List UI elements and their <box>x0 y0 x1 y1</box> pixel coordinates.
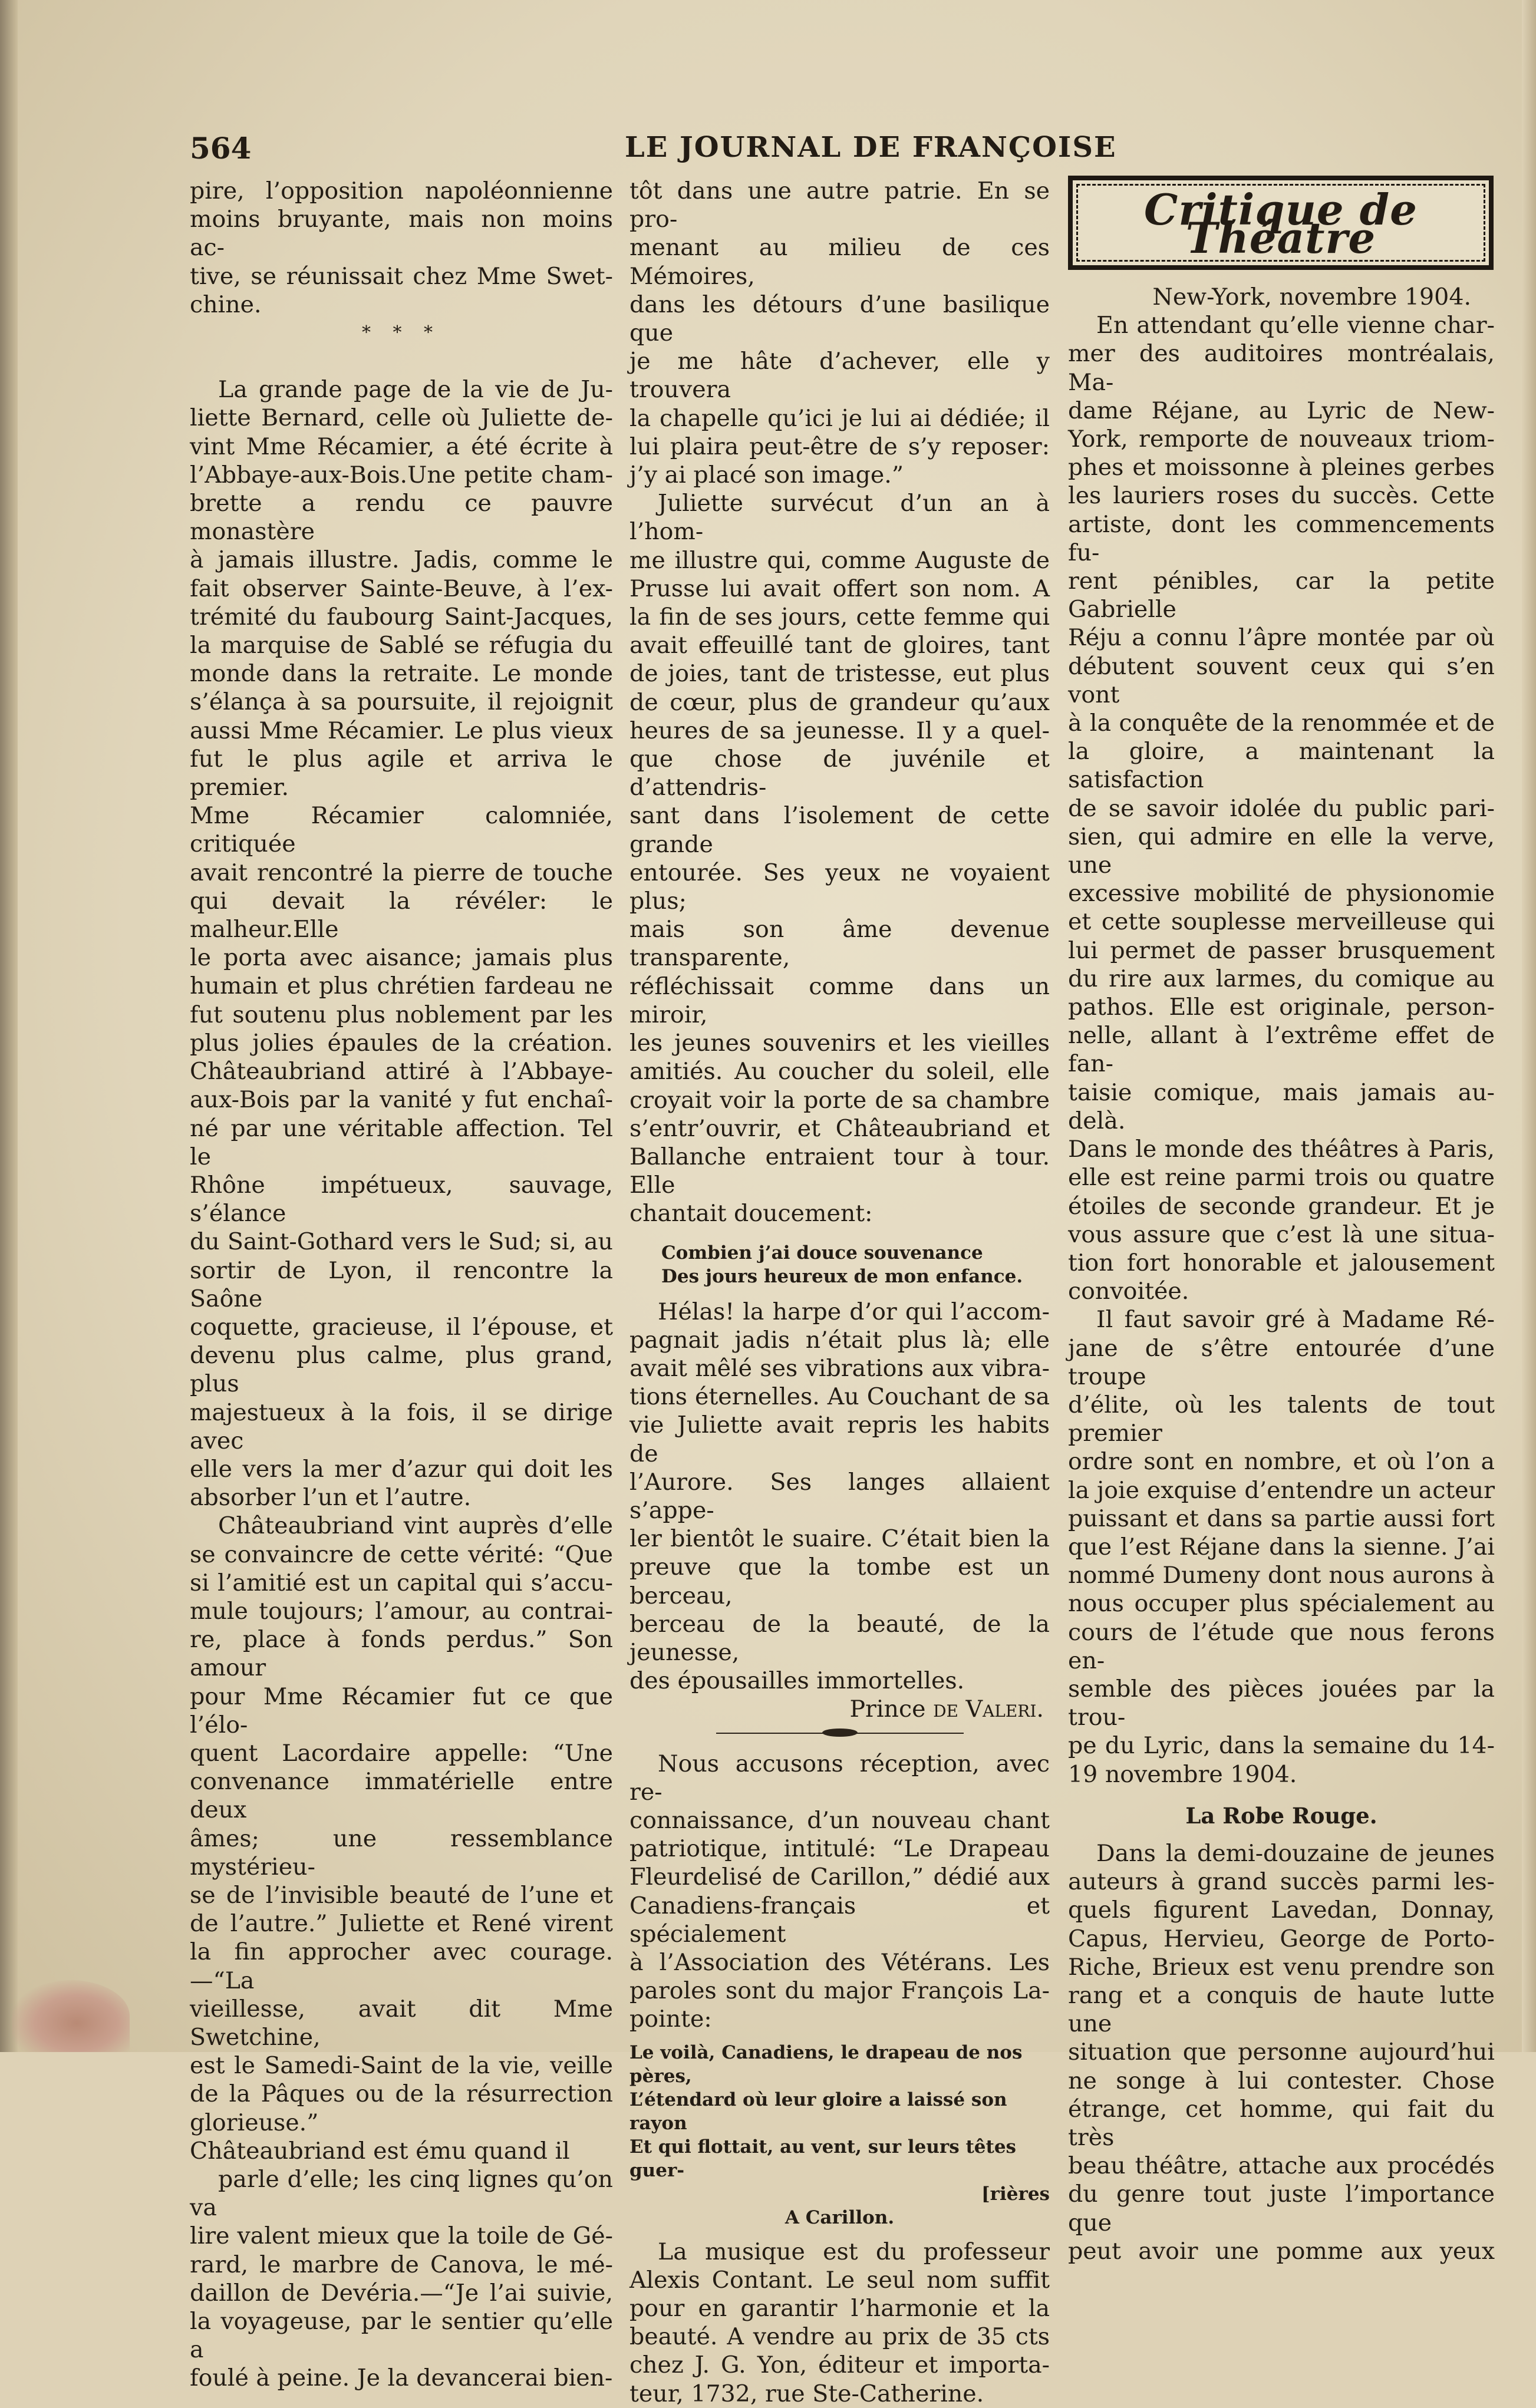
text-line: avait mêlé ses vibrations aux vibra- <box>629 1354 1050 1382</box>
text-line: excessive mobilité de physionomie <box>1068 880 1495 908</box>
banner-title: Critique de Théatre <box>1144 184 1418 263</box>
text-line: convoitée. <box>1068 1278 1189 1305</box>
divider-ornament <box>716 1727 964 1739</box>
text-line: rang et a conquis de haute lutte une <box>1068 1981 1495 2038</box>
text-line: elle vers la mer d’azur qui doit les <box>190 1455 613 1483</box>
text-line: pour en garantir l’harmonie et la <box>629 2295 1050 2322</box>
text-line: re, place à fonds perdus.” Son amour <box>190 1626 613 1682</box>
song-line: Combien j’ai douce souvenance <box>661 1242 983 1264</box>
text-line: rent pénibles, car la petite Gabrielle <box>1068 568 1495 624</box>
text-line: se de l’invisible beauté de l’une et <box>190 1881 613 1909</box>
text-line: nelle, allant à l’extrême effet de fan- <box>1068 1022 1495 1078</box>
text-line: sien, qui admire en elle la verve, une <box>1068 823 1495 879</box>
text-line: Châteaubriand attiré à l’Abbaye- <box>190 1058 613 1086</box>
text-line: à jamais illustre. Jadis, comme le <box>190 546 613 574</box>
column-middle <box>629 177 1050 2408</box>
running-head <box>0 131 1536 172</box>
text-line: Capus, Hervieu, George de Porto- <box>1068 1925 1495 1952</box>
text-line: plus jolies épaules de la création. <box>190 1029 613 1057</box>
text-line: la gloire, a maintenant la satisfaction <box>1068 738 1495 794</box>
text-line: sortir de Lyon, il rencontre la Saône <box>190 1256 613 1312</box>
text-line: beau théâtre, attache aux procédés <box>1068 2152 1495 2180</box>
poem-line: L’étendard où leur gloire a laissé son rayon <box>629 2089 1007 2134</box>
text-line: foulé à peine. Je la devancerai bien- <box>190 2364 613 2392</box>
text-line: Rhône impétueux, sauvage, s’élance <box>190 1171 613 1228</box>
text-line: étoiles de seconde grandeur. Et je <box>1068 1192 1495 1220</box>
text-line: cours de l’étude que nous ferons en- <box>1068 1618 1495 1674</box>
text-line: croyait voir la porte de sa chambre <box>629 1086 1050 1114</box>
text-line: s’élança à sa poursuite, il rejoignit <box>190 688 613 716</box>
corner-stain <box>12 1980 130 2052</box>
text-line: l’Abbaye-aux-Bois.Une petite cham- <box>190 461 613 489</box>
text-line: de l’autre.” Juliette et René virent <box>190 1910 613 1938</box>
text-line: à l’Association des Vétérans. Les <box>629 1948 1050 1976</box>
text-line: tive, se réunissait chez Mme Swet- <box>190 262 613 290</box>
text-line: semble des pièces jouées par la trou- <box>1068 1675 1495 1731</box>
text-line: Alexis Contant. Le seul nom suffit <box>629 2266 1050 2294</box>
text-line: mule toujours; l’amour, au contrai- <box>190 1597 613 1625</box>
text-line: la voyageuse, par le sentier qu’elle a <box>190 2308 613 2364</box>
article-robe-rouge <box>1068 1839 1495 2265</box>
text-line: Canadiens-français et spécialement <box>629 1892 1050 1948</box>
text-line: Réju a connu l’âpre montée par où <box>1068 624 1495 652</box>
text-line: du Saint-Gothard vers le Sud; si, au <box>190 1228 613 1256</box>
text-line: de se savoir idolée du public pari- <box>1068 794 1495 822</box>
page-number: 564 <box>190 131 252 166</box>
text-line: de la Pâques ou de la résurrection <box>190 2080 613 2108</box>
text-line: monde dans la retraite. Le monde <box>190 660 613 688</box>
text-line: entourée. Ses yeux ne voyaient plus; <box>629 859 1050 915</box>
text-line: pour Mme Récamier fut ce que l’élo- <box>190 1683 613 1739</box>
section-banner <box>1068 176 1494 270</box>
text-line: elle est reine parmi trois ou quatre <box>1068 1164 1495 1192</box>
text-line: connaissance, d’un nouveau chant <box>629 1806 1050 1834</box>
text-line: les jeunes souvenirs et les vieilles <box>629 1030 1050 1057</box>
text-line: nommé Dumeny dont nous aurons à <box>1068 1562 1495 1589</box>
text-line: vint Mme Récamier, a été écrite à <box>190 433 613 460</box>
text-line: paroles sont du major François La- <box>629 1977 1050 2005</box>
text-line: âmes; une ressemblance mystérieu- <box>190 1825 613 1881</box>
text-line: lui permet de passer brusquement <box>1068 936 1495 964</box>
text-line: Mme Récamier calomniée, critiquée <box>190 802 613 858</box>
text-line: auteurs à grand succès parmi les- <box>1068 1868 1495 1896</box>
text-line: Riche, Brieux est venu prendre son <box>1068 1953 1495 1981</box>
column-left <box>190 177 613 2393</box>
text-line: chine. <box>190 291 262 318</box>
notice-music <box>629 2238 1050 2408</box>
text-line: la joie exquise d’entendre un acteur <box>1068 1476 1495 1504</box>
text-line: avait rencontré la pierre de touche <box>190 859 613 886</box>
text-line: la fin approcher avec courage.—“La <box>190 1938 613 1994</box>
text-line: glorieuse.” <box>190 2109 319 2136</box>
text-line: coquette, gracieuse, il l’épouse, et <box>190 1313 613 1341</box>
text-line: Dans le monde des théâtres à Paris, <box>1068 1136 1495 1163</box>
text-line: nous occuper plus spécialement au <box>1068 1590 1495 1618</box>
text-line: convenance immatérielle entre deux <box>190 1768 613 1824</box>
text-line: beauté. A vendre au prix de 35 cts <box>629 2323 1050 2351</box>
text-line: chez J. G. Yon, éditeur et importa- <box>629 2351 1050 2379</box>
song-line: Des jours heureux de mon enfance. <box>661 1265 1023 1287</box>
text-line: trémité du faubourg Saint-Jacques, <box>190 603 613 631</box>
text-line: tion fort honorable et jalousement <box>1068 1249 1495 1276</box>
text-line: lire valent mieux que la toile de Gé- <box>190 2222 613 2250</box>
text-line: est le Samedi-Saint de la vie, veille <box>190 2052 613 2080</box>
text-line: avait effeuillé tant de gloires, tant <box>629 632 1050 659</box>
text-line: Châteaubriand est ému quand il <box>190 2137 570 2165</box>
text-line: Châteaubriand vint auprès d’elle <box>218 1512 613 1540</box>
text-line: La musique est du professeur <box>658 2238 1050 2265</box>
text-line: quels figurent Lavedan, Donnay, <box>1068 1896 1495 1924</box>
text-line: s’entr’ouvrir, et Châteaubriand et <box>629 1114 1050 1142</box>
text-line: vieillesse, avait dit Mme Swetchine, <box>190 1995 613 2051</box>
article-ending <box>629 1298 1050 1696</box>
text-line: vous assure que c’est là une situa- <box>1068 1221 1495 1248</box>
text-line: d’élite, où les talents de tout premier <box>1068 1391 1495 1447</box>
text-line: que l’est Réjane dans la sienne. J’ai <box>1068 1533 1495 1561</box>
text-line: débutent souvent ceux qui s’en vont <box>1068 652 1495 708</box>
text-line: pathos. Elle est originale, person- <box>1068 994 1495 1021</box>
text-line: phes et moissonne à pleines gerbes <box>1068 454 1495 481</box>
text-line: ordre sont en nombre, et où l’on a <box>1068 1448 1495 1476</box>
text-line: Il faut savoir gré à Madame Ré- <box>1096 1306 1495 1334</box>
text-line: York, remporte de nouveaux triom- <box>1068 425 1495 453</box>
text-line: devenu plus calme, plus grand, plus <box>190 1342 613 1398</box>
poem-line: [rières <box>981 2183 1050 2205</box>
text-line: Prusse lui avait offert son nom. A <box>629 575 1050 602</box>
text-line: brette a rendu ce pauvre monastère <box>190 490 613 546</box>
text-line: je me hâte d’achever, elle y trouvera <box>629 348 1050 404</box>
text-line: majestueux à la fois, il se dirige avec <box>190 1398 613 1454</box>
section-separator-stars: * * * <box>361 322 441 344</box>
text-line: Juliette survécut d’un an à l’hom- <box>629 490 1050 546</box>
text-line: Hélas! la harpe d’or qui l’accom- <box>658 1298 1050 1325</box>
poem-line: Et qui flottait, au vent, sur leurs têtes guer- <box>629 2136 1017 2181</box>
signature-last: de Valeri. <box>933 1696 1044 1723</box>
text-line: jane de s’être entourée d’une troupe <box>1068 1334 1495 1390</box>
text-line: du rire aux larmes, du comique au <box>1068 965 1495 992</box>
text-line: étrange, cet homme, qui fait du très <box>1068 2095 1495 2151</box>
text-line: de cœur, plus de grandeur qu’aux <box>629 688 1050 716</box>
text-line: se convaincre de cette vérité: “Que <box>190 1541 613 1568</box>
page-right-edge <box>1522 0 1536 2052</box>
text-line: la marquise de Sablé se réfugia du <box>190 632 613 659</box>
poem-title: A Carillon. <box>785 2206 895 2228</box>
text-line: le porta avec aisance; jamais plus <box>190 944 613 972</box>
article-recamier-continued <box>629 177 1050 1228</box>
article-recamier <box>190 375 613 2392</box>
text-line: qui devait la révéler: le malheur.Elle <box>190 887 613 944</box>
text-line: réfléchissait comme dans un miroir, <box>629 972 1050 1028</box>
text-line: artiste, dont les commencements fu- <box>1068 510 1495 566</box>
text-line: l’Aurore. Ses langes allaient s’appe- <box>629 1468 1050 1524</box>
page-left-edge <box>0 0 18 2052</box>
text-line: chantait doucement: <box>629 1200 873 1228</box>
text-line: j’y ai placé son image.” <box>629 461 904 489</box>
text-line: situation que personne aujourd’hui <box>1068 2038 1495 2066</box>
text-line: berceau de la beauté, de la jeunesse, <box>629 1610 1050 1666</box>
text-line: mais son âme devenue transparente, <box>629 916 1050 972</box>
text-line: lui plaira peut-être de s’y reposer: <box>629 433 1050 460</box>
text-line: absorber l’un et l’autre. <box>190 1484 472 1512</box>
text-line: tions éternelles. Au Couchant de sa <box>629 1383 1050 1411</box>
text-line: humain et plus chrétien fardeau ne <box>190 972 613 1000</box>
text-line: me illustre qui, comme Auguste de <box>629 546 1050 574</box>
text-line: tôt dans une autre patrie. En se pro- <box>629 177 1050 233</box>
text-line: pagnait jadis n’était plus là; elle <box>629 1326 1050 1354</box>
text-line: peut avoir une pomme aux yeux <box>1068 2237 1495 2265</box>
text-line: fut le plus agile et arriva le premier. <box>190 745 613 801</box>
text-line: la fin de ses jours, cette femme qui <box>629 603 1050 631</box>
text-line: ne songe à lui contester. Chose <box>1068 2067 1495 2094</box>
text-line: fait observer Sainte-Beuve, à l’ex- <box>190 575 613 602</box>
text-line: vie Juliette avait repris les habits de <box>629 1411 1050 1467</box>
text-line: aussi Mme Récamier. Le plus vieux <box>190 717 613 744</box>
text-line: fut soutenu plus noblement par les <box>190 1001 613 1028</box>
text-line: heures de sa jeunesse. Il y a quel- <box>629 717 1050 744</box>
text-line: patriotique, intitulé: “Le Drapeau <box>629 1835 1050 1863</box>
text-line: 19 novembre 1904. <box>1068 1760 1297 1788</box>
text-line: sant dans l’isolement de cette grande <box>629 802 1050 858</box>
text-line: dame Réjane, au Lyric de New- <box>1068 397 1495 424</box>
dateline: New-York, novembre 1904. <box>1152 283 1471 311</box>
text-line: si l’amitié est un capital qui s’accu- <box>190 1569 613 1596</box>
article-rejane <box>1068 311 1495 1789</box>
text-line: liette Bernard, celle où Juliette de- <box>190 404 613 432</box>
text-line: mer des auditoires montréalais, Ma- <box>1068 340 1495 396</box>
text-line: Nous accusons réception, avec re- <box>629 1750 1050 1806</box>
signature <box>629 1695 1050 1723</box>
text-line: Ballanche entraient tour à tour. Elle <box>629 1143 1050 1199</box>
text-line: du genre tout juste l’importance que <box>1068 2181 1495 2237</box>
text-line: quent Lacordaire appelle: “Une <box>190 1739 613 1767</box>
text-line: Dans la demi-douzaine de jeunes <box>1096 1839 1495 1867</box>
text-line: ler bientôt le suaire. C’était bien la <box>629 1525 1050 1553</box>
text-line: preuve que la tombe est un berceau, <box>629 1553 1050 1609</box>
text-line: daillon de Devéria.—“Je l’ai suivie, <box>190 2279 613 2307</box>
poem-line: Le voilà, Canadiens, le drapeau de nos pères, <box>629 2041 1023 2087</box>
subheading: La Robe Rouge. <box>1185 1802 1377 1829</box>
text-line: pointe: <box>629 2005 712 2033</box>
text-line: les lauriers roses du succès. Cette <box>1068 482 1495 510</box>
signature-first: Prince <box>849 1696 926 1723</box>
text-line: pe du Lyric, dans la semaine du 14- <box>1068 1732 1495 1760</box>
text-line: taisie comique, mais jamais au-delà. <box>1068 1078 1495 1134</box>
text-line: La grande page de la vie de Ju- <box>218 376 613 404</box>
notice-drapeau <box>629 1750 1050 2034</box>
text-line: amitiés. Au coucher du soleil, elle <box>629 1058 1050 1086</box>
text-line: aux-Bois par la vanité y fut enchaî- <box>190 1086 613 1114</box>
text-line: de joies, tant de tristesse, eut plus <box>629 660 1050 688</box>
text-line: teur, 1732, rue Ste-Catherine. <box>629 2380 984 2407</box>
column-right <box>1068 176 1495 2265</box>
text-line: que chose de juvénile et d’attendris- <box>629 746 1050 801</box>
text-line: pire, l’opposition napoléonnienne <box>190 177 613 204</box>
text-line: des épousailles immortelles. <box>629 1667 965 1695</box>
text-line: à la conquête de la renommée et de <box>1068 710 1495 737</box>
journal-title: LE JOURNAL DE FRANÇOISE <box>625 131 1117 164</box>
text-line: menant au milieu de ces Mémoires, <box>629 234 1050 290</box>
text-line: moins bruyante, mais non moins ac- <box>190 206 613 262</box>
text-line: parle d’elle; les cinq lignes qu’on va <box>190 2166 613 2222</box>
text-line: puissant et dans sa partie aussi fort <box>1068 1505 1495 1532</box>
text-line: né par une véritable affection. Tel le <box>190 1114 613 1170</box>
text-line: et cette souplesse merveilleuse qui <box>1068 908 1495 936</box>
spacer <box>190 347 613 375</box>
text-line: la chapelle qu’ici je lui ai dédiée; il <box>629 404 1050 432</box>
text-line: En attendant qu’elle vienne char- <box>1096 312 1495 339</box>
text-line: rard, le marbre de Canova, le mé- <box>190 2251 613 2278</box>
text-line: Fleurdelisé de Carillon,” dédié aux <box>629 1863 1050 1891</box>
text-line: dans les détours d’une basilique que <box>629 291 1050 347</box>
